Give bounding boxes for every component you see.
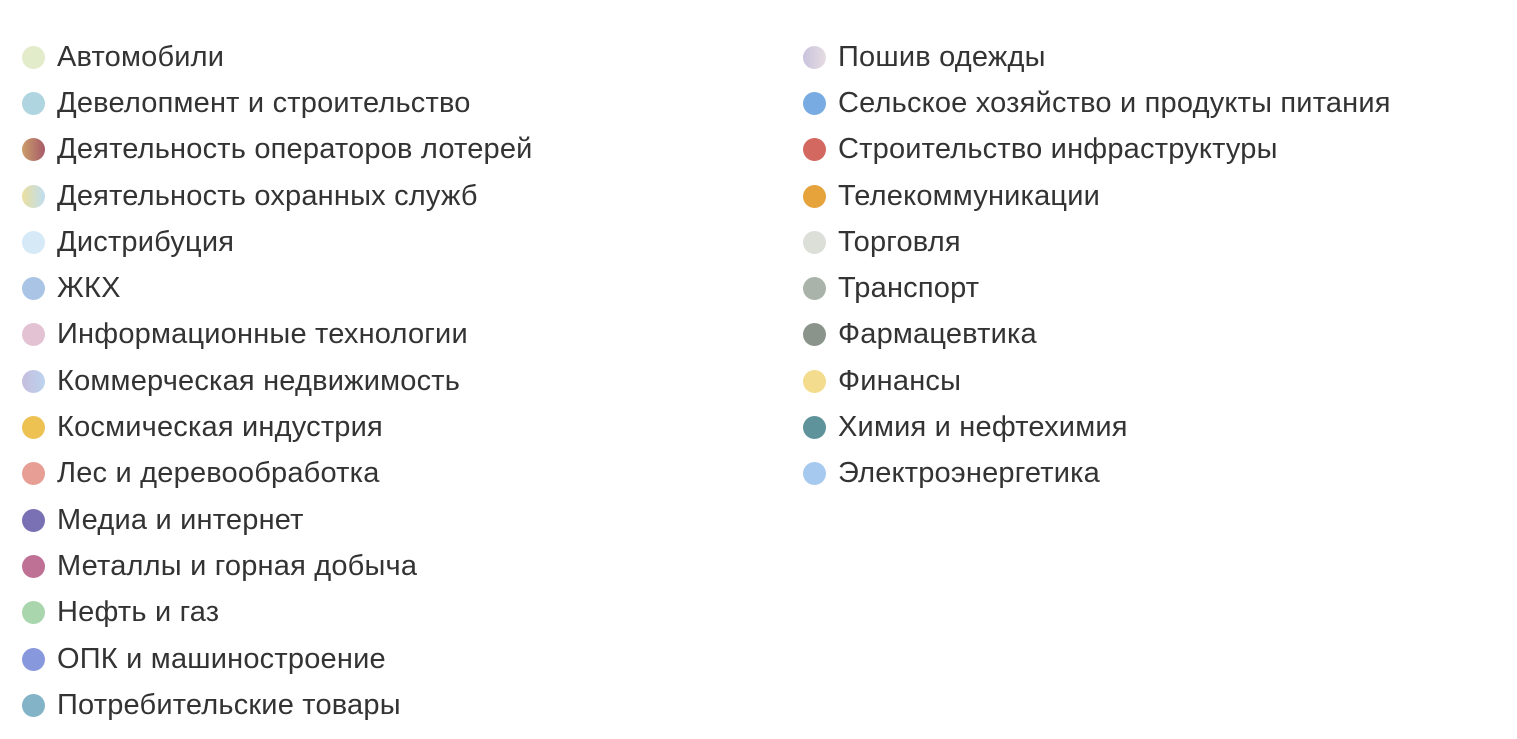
legend-item[interactable] [22, 682, 533, 728]
legend-item[interactable] [803, 127, 1391, 173]
legend-item-label: Металлы и горная добыча [57, 549, 418, 582]
legend-item-label: Строительство инфраструктуры [838, 133, 1278, 166]
legend-item[interactable] [803, 312, 1391, 358]
legend-marker-icon [803, 185, 826, 208]
legend-marker-icon [22, 601, 45, 624]
legend-item-label: Девелопмент и строительство [57, 86, 471, 119]
legend-item-label: Нефть и газ [57, 596, 220, 629]
legend-column-left [22, 34, 533, 728]
legend-item[interactable] [22, 404, 533, 450]
legend-item-label: Медиа и интернет [57, 503, 304, 536]
legend-item[interactable] [803, 34, 1391, 80]
legend-item-label: Дистрибуция [57, 225, 235, 258]
legend-item-label: Химия и нефтехимия [838, 411, 1128, 444]
legend-marker-icon [22, 555, 45, 578]
legend-item-label: Фармацевтика [838, 318, 1037, 351]
legend-marker-icon [803, 231, 826, 254]
legend-item-label: Телекоммуникации [838, 179, 1101, 212]
legend-item[interactable] [22, 590, 533, 636]
legend-marker-icon [22, 323, 45, 346]
legend-item[interactable] [22, 636, 533, 682]
legend-item[interactable] [22, 312, 533, 358]
legend-item-label: Лес и деревообработка [57, 457, 380, 490]
legend-item[interactable] [803, 173, 1391, 219]
legend-item-label: Финансы [838, 364, 962, 397]
legend-item[interactable] [803, 358, 1391, 404]
legend-marker-icon [803, 323, 826, 346]
legend-marker-icon [22, 138, 45, 161]
legend-marker-icon [22, 509, 45, 532]
legend-marker-icon [22, 185, 45, 208]
legend-item-label: ЖКХ [57, 272, 121, 305]
legend-item[interactable] [803, 451, 1391, 497]
legend-item[interactable] [22, 451, 533, 497]
legend-item-label: Космическая индустрия [57, 411, 383, 444]
legend-item[interactable] [22, 497, 533, 543]
legend-item-label: Торговля [838, 225, 961, 258]
legend-column-right [803, 34, 1391, 497]
legend-item[interactable] [803, 404, 1391, 450]
legend-marker-icon [22, 462, 45, 485]
legend-item-label: Автомобили [57, 40, 225, 73]
legend-item-label: ОПК и машиностроение [57, 642, 386, 675]
legend-item-label: Потребительские товары [57, 688, 401, 721]
legend-item[interactable] [803, 265, 1391, 311]
legend-item[interactable] [22, 34, 533, 80]
legend-item[interactable] [22, 80, 533, 126]
legend-marker-icon [803, 138, 826, 161]
legend-marker-icon [803, 370, 826, 393]
legend-item-label: Коммерческая недвижимость [57, 364, 461, 397]
legend-item-label: Транспорт [838, 272, 980, 305]
legend-item[interactable] [22, 265, 533, 311]
legend-marker-icon [803, 46, 826, 69]
legend-item[interactable] [22, 127, 533, 173]
legend-marker-icon [22, 46, 45, 69]
legend-marker-icon [803, 92, 826, 115]
legend-marker-icon [22, 416, 45, 439]
legend-item[interactable] [22, 173, 533, 219]
legend-marker-icon [803, 416, 826, 439]
legend-item[interactable] [22, 543, 533, 589]
legend-item-label: Электроэнергетика [838, 457, 1100, 490]
legend-marker-icon [803, 277, 826, 300]
legend-item-label: Деятельность охранных служб [57, 179, 478, 212]
legend-marker-icon [803, 462, 826, 485]
legend-marker-icon [22, 277, 45, 300]
legend-item-label: Информационные технологии [57, 318, 468, 351]
legend-item-label: Деятельность операторов лотерей [57, 133, 533, 166]
legend-item[interactable] [803, 80, 1391, 126]
legend-marker-icon [22, 92, 45, 115]
legend-marker-icon [22, 648, 45, 671]
legend-marker-icon [22, 694, 45, 717]
legend-item[interactable] [803, 219, 1391, 265]
legend-marker-icon [22, 231, 45, 254]
legend-item-label: Сельское хозяйство и продукты питания [838, 86, 1391, 119]
legend-item[interactable] [22, 219, 533, 265]
legend-item[interactable] [22, 358, 533, 404]
legend-item-label: Пошив одежды [838, 40, 1046, 73]
legend-marker-icon [22, 370, 45, 393]
